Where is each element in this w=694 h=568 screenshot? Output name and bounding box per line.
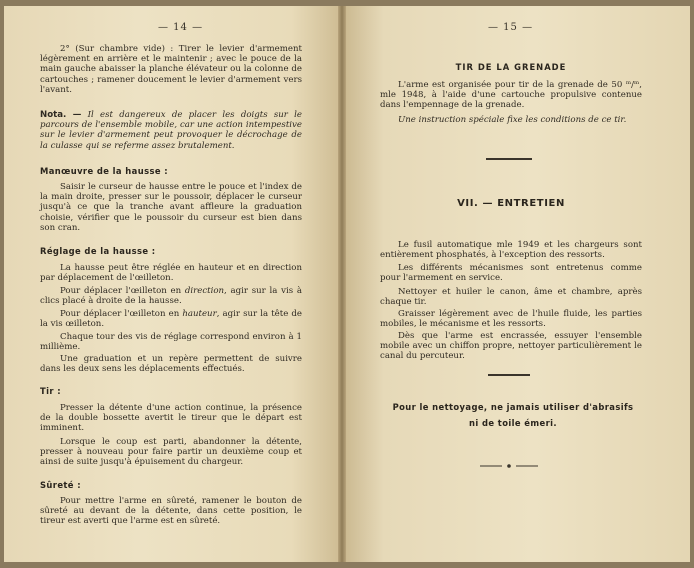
reglage-3-italic: hauteur <box>182 309 217 319</box>
heading-manoeuvre-hausse: Manœuvre de la hausse : <box>40 166 168 176</box>
reglage-2-a: Pour déplacer l'œilleton en <box>60 286 185 296</box>
reglage-3-b: , agir sur la tête de la vis œilleton. <box>40 309 302 330</box>
heading-tir-grenade: TIR DE LA GRENADE <box>455 62 567 72</box>
ornament-divider <box>478 462 540 470</box>
warning-line-1: Pour le nettoyage, ne jamais utiliser d'abrasifs <box>392 402 634 412</box>
nota-label: Nota. — <box>40 110 82 120</box>
nota-text: Il est dangereux de placer les doigts sur le parcours de l'ensemble mobile, car une action intempestive sur le levier d'armement peut provoquer le décrochage de la culasse qui se referme assez brutalement. <box>40 110 303 151</box>
reglage-3-a: Pour déplacer l'œilleton en <box>60 309 183 319</box>
paragraph-entretien-5: Dès que l'arme est encrassée, essuyer l'ensemble mobile avec un chiffon propre, nettoyer particulièrement le canal du percuteur. <box>380 331 642 362</box>
paragraph-entretien-1: Le fusil automatique mle 1949 et les chargeurs sont entièrement phosphatés, à l'exception des ressorts. <box>380 240 642 261</box>
right-page-number: — 15 — <box>488 22 534 33</box>
paragraph-grenade-2: Une instruction spéciale fixe les conditions de ce tir. <box>398 115 627 125</box>
paragraph-reglage-5: Une graduation et un repère permettent de suivre dans les deux sens les déplacements effectués. <box>40 354 302 375</box>
paragraph-reglage-2 <box>40 286 302 306</box>
paragraph-reglage-3 <box>40 309 302 329</box>
paragraph-tir-2: Lorsque le coup est parti, abandonner la détente, presser à nouveau pour faire partir un deuxième coup et ainsi de suite jusqu'à épuisement du chargeur. <box>40 437 302 468</box>
reglage-2-b: , agir sur la vis à clics placé à droite de la hausse. <box>40 286 302 307</box>
paragraph-entretien-2: Les différents mécanismes sont entretenus comme pour l'armement en service. <box>380 263 642 284</box>
paragraph-manoeuvre-hausse: Saisir le curseur de hausse entre le pouce et l'index de la main droite, presser sur le poussoir, déplacer le curseur jusqu'à ce que la tranche avant affleure la graduation choisie, vérifier que le poussoir du curseur est bien dans son cran. <box>40 182 302 233</box>
heading-entretien: VII. — ENTRETIEN <box>457 198 565 209</box>
paragraph-grenade-1: L'arme est organisée pour tir de la grenade de 50 ᵐ/ᵐ, mle 1948, à l'aide d'une cartouche propulsive contenue dans l'empennage de la grenade. <box>380 80 642 111</box>
paragraph-reglage-4: Chaque tour des vis de réglage correspond environ à 1 millième. <box>40 332 302 353</box>
paragraph-tir-1: Presser la détente d'une action continue, la présence de la double bossette avertit le tireur que le départ est imminent. <box>40 403 302 434</box>
paragraph-entretien-3: Nettoyer et huiler le canon, âme et chambre, après chaque tir. <box>380 287 642 308</box>
separator-rule-2 <box>488 374 530 376</box>
paragraph-reglage-1: La hausse peut être réglée en hauteur et en direction par déplacement de l'œilleton. <box>40 263 302 284</box>
heading-reglage-hausse: Réglage de la hausse : <box>40 246 156 256</box>
paragraph-surete: Pour mettre l'arme en sûreté, ramener le bouton de sûreté au devant de la détente, dans cette position, le tireur est averti que l'arme est en sûreté. <box>40 496 302 527</box>
heading-surete: Sûreté : <box>40 480 81 490</box>
left-page-number: — 14 — <box>158 22 204 33</box>
book-gutter <box>338 6 346 562</box>
nota-paragraph <box>40 110 302 151</box>
paragraph-chambre-vide: 2° (Sur chambre vide) : Tirer le levier d'armement légèrement en arrière et le maintenir ; avec le pouce de la main gauche abaisser la planche élévateur ou la colonne de cartouches ; ramener doucement le levier d'armement vers l'avant. <box>40 44 302 95</box>
reglage-2-italic: direction <box>184 286 225 296</box>
heading-tir: Tir : <box>40 386 61 396</box>
paragraph-entretien-4: Graisser légèrement avec de l'huile fluide, les parties mobiles, le mécanisme et les ressorts. <box>380 309 642 330</box>
separator-rule-1 <box>486 158 532 160</box>
warning-line-2: ni de toile émeri. <box>469 418 557 428</box>
